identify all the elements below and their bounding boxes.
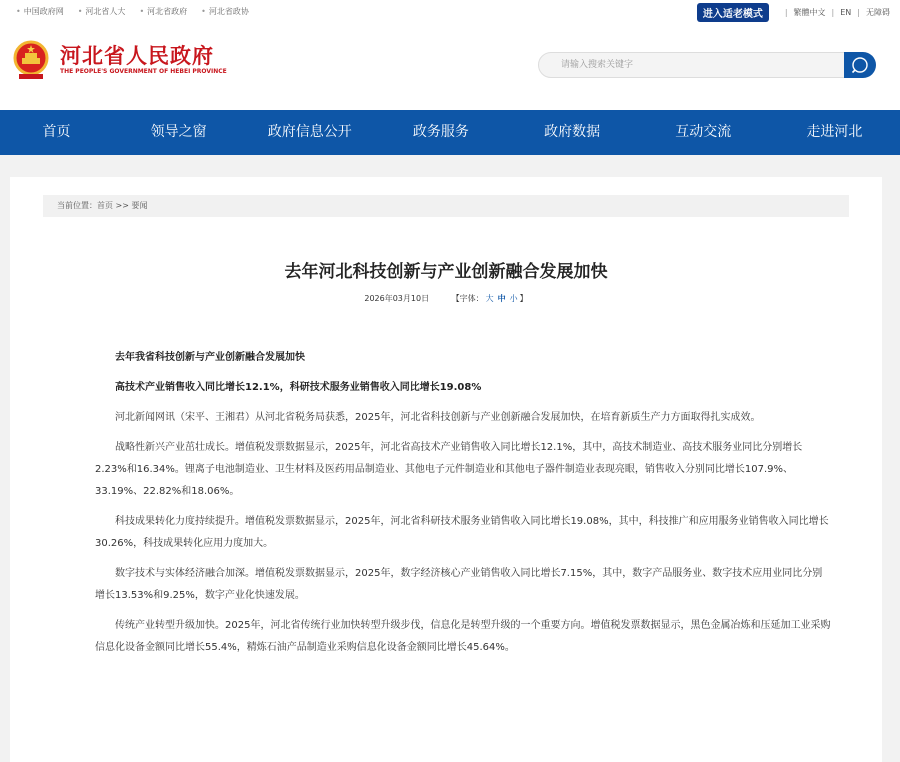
nav-interaction[interactable]: 互动交流 xyxy=(675,124,732,140)
article-subhead-2: 高技术产业销售收入同比增长12.1%，科研技术服务业销售收入同比增长19.08% xyxy=(115,382,482,393)
top-bar xyxy=(0,0,900,22)
article-paragraph: 河北新闻网讯（宋平、王湘君）从河北省税务局获悉，2025年，河北省科技创新与产业创新融合发展加快，在培育新质生产力方面取得扎实成效。 xyxy=(115,412,761,423)
breadcrumb xyxy=(43,195,849,217)
nav-leaders[interactable]: 领导之窗 xyxy=(150,124,207,140)
nav-data[interactable]: 政府数据 xyxy=(544,124,601,140)
article-subhead-1: 去年我省科技创新与产业创新融合发展加快 xyxy=(115,352,305,363)
accessibility-link[interactable]: 无障碍 xyxy=(866,8,890,17)
breadcrumb-sep: >> xyxy=(115,201,129,210)
article-paragraph: 科技成果转化力度持续提升。增值税发票数据显示，2025年，河北省科研技术服务业销售收入同比增长19.08%，其中，科技推广和应用服务业销售收入同比增长30.26%，科技成果转化应用力度加大。 xyxy=(95,516,829,549)
traditional-chinese-link[interactable]: 繁體中文 xyxy=(793,8,826,17)
search-button[interactable] xyxy=(844,52,876,78)
font-size-large[interactable]: 大 xyxy=(485,294,494,303)
top-link-gov[interactable]: • 中国政府网 xyxy=(16,7,64,16)
nav-services[interactable]: 政务服务 xyxy=(412,124,469,140)
article-date: 2026年03月10日 xyxy=(364,294,430,303)
article-paragraph: 传统产业转型升级加快。2025年，河北省传统行业加快转型升级步伐，信息化是转型升级的一个重要方向。增值税发票数据显示，黑色金属冶炼和压延加工业采购信息化设备金额同比增长55.4%，精炼石油产品制造业采购信息化设备金额同比增长45.64%。 xyxy=(95,620,831,653)
top-link-npc[interactable]: • 河北省人大 xyxy=(77,7,126,16)
nav-info-disclosure[interactable]: 政府信息公开 xyxy=(267,124,352,140)
national-emblem-icon xyxy=(13,40,49,80)
article-title: 去年河北科技创新与产业创新融合发展加快 xyxy=(284,262,608,282)
top-links xyxy=(16,6,249,17)
search-icon xyxy=(851,56,869,74)
breadcrumb-current[interactable]: 要闻 xyxy=(131,201,148,210)
breadcrumb-label: 当前位置： xyxy=(57,201,97,210)
english-link[interactable]: EN xyxy=(840,8,852,17)
top-link-cppcc[interactable]: • 河北省政协 xyxy=(201,7,249,16)
top-right-tools: 进入适老模式 | 繁體中文 | EN | 无障碍 xyxy=(697,3,890,22)
nav-about-hebei[interactable]: 走进河北 xyxy=(806,124,863,140)
font-size-control: 【字体： 大 中 小 】 xyxy=(451,294,528,303)
main-nav xyxy=(0,110,900,155)
breadcrumb-home[interactable]: 首页 xyxy=(97,201,113,210)
content-card xyxy=(10,177,882,762)
font-size-small[interactable]: 小 xyxy=(509,294,518,303)
article-paragraph: 战略性新兴产业茁壮成长。增值税发票数据显示，2025年，河北省高技术产业销售收入同比增长12.1%，其中，高技术制造业、高技术服务业同比分别增长2.23%和16.34%。锂离子电池制造业、卫生材料及医药用品制造业、其他电子元件制造业和其他电子器件制造业表现亮眼，销售收入分别同比增长107.9%、33.19%、22.82%和18.06%。 xyxy=(95,442,803,497)
site-name-english: THE PEOPLE'S GOVERNMENT OF HEBEI PROVINCE xyxy=(60,68,227,75)
nav-home[interactable]: 首页 xyxy=(42,124,71,140)
article-meta xyxy=(10,293,882,304)
article-paragraph: 数字技术与实体经济融合加深。增值税发票数据显示，2025年，数字经济核心产业销售收入同比增长7.15%，其中，数字产品服务业、数字技术应用业同比分别增长13.53%和9.25%，数字产业化快速发展。 xyxy=(95,568,823,601)
article-body xyxy=(95,347,831,667)
search-box xyxy=(538,52,876,78)
font-size-medium[interactable]: 中 xyxy=(497,294,506,303)
top-link-province[interactable]: • 河北省政府 xyxy=(139,7,188,16)
elder-mode-button[interactable]: 进入适老模式 xyxy=(697,3,769,22)
site-header xyxy=(0,22,900,110)
search-input[interactable]: 请输入搜索关键字 xyxy=(538,52,848,78)
site-name[interactable]: 河北省人民政府 xyxy=(60,43,214,68)
